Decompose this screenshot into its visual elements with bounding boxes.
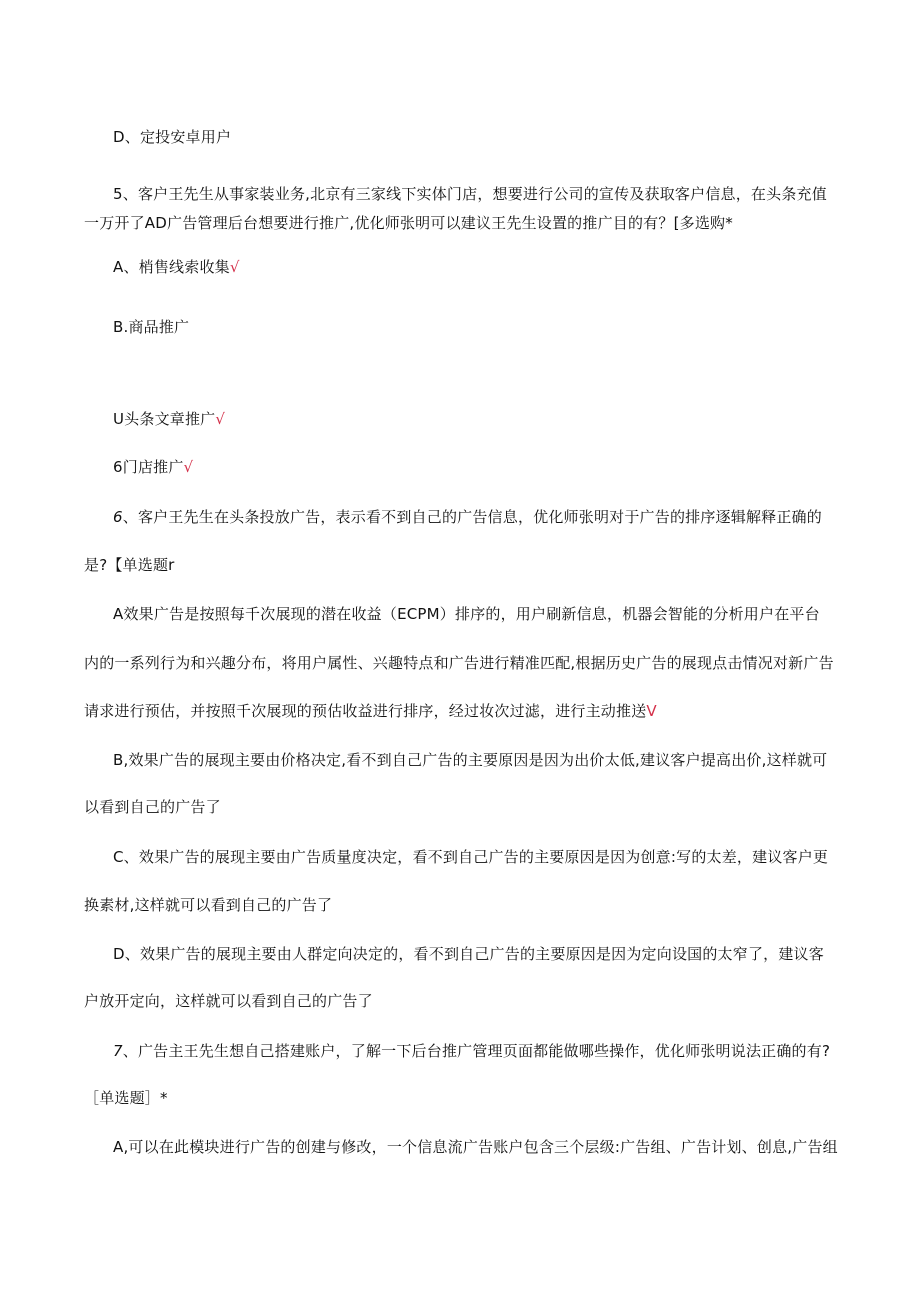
option-b-line-1: B,效果广告的展现主要由价格决定,看不到自己广告的主要原因是因为出价太低,建议客户提高出价,这样就可 (113, 751, 828, 769)
check-mark: √ (229, 258, 240, 276)
question-number: 6 (113, 508, 123, 526)
option-b-line-2: 以看到自己的广告了 (84, 798, 221, 816)
check-mark: √ (215, 410, 226, 428)
question-5-line-2: 一万开了AD广告管理后台想要进行推广,优化师张明可以建议王先生设置的推广目的有？[多选购* (84, 214, 733, 232)
option-a-line-2: 内的一系列行为和兴趣分布，将用户属性、兴趣特点和广告进行精准匹配,根据历史广告的展现点击情况对新广告 (84, 654, 834, 672)
question-5-line-1: 5、客户王先生从事家装业务,北京有三家线下实体门店，想要进行公司的宣传及获取客户信息，在头条充值 (113, 185, 827, 203)
option-c-line-1: C、效果广告的展现主要由广告质量度决定，看不到自己广告的主要原因是因为创意:写的太差，建议客户更 (113, 848, 829, 866)
option-a-line-q7: A,可以在此模块进行广告的创建与修改，一个信息流广告账户包含三个层级:广告组、广告计划、创息,广告组 (113, 1138, 838, 1156)
option-c-line-2: 换素材,这样就可以看到自己的广告了 (84, 896, 333, 914)
option-d-line-2: 户放开定向，这样就可以看到自己的广告了 (84, 992, 373, 1010)
question-7-line-1: 7、广告主王先生想自己搭建账户，了解一下后台推广管理页面都能做哪些操作，优化师张明说法正确的有? (113, 1042, 831, 1060)
option-a-line-3: 请求进行预估，并按照千次展现的预估收益进行排序，经过妆次过滤，进行主动推送V (84, 702, 657, 720)
question-number: 7 (113, 1042, 123, 1060)
check-mark: V (646, 702, 657, 720)
check-mark: √ (183, 458, 194, 476)
option-b-line: B.商品推广 (113, 318, 190, 336)
option-a-line: A、梢售线索收集√ (113, 258, 240, 276)
question-6-line-1: 6、客户王先生在头条投放广告，表示看不到自己的广告信息，优化师张明对于广告的排序逐辑解释正确的 (113, 508, 822, 526)
question-6-line-2: 是?【单选题r (84, 556, 175, 574)
option-c-line: U头条文章推广√ (113, 410, 226, 428)
option-d-store-line: 6门店推广√ (113, 458, 194, 476)
option-a-line-1: A效果广告是按照每千次展现的潜在收益（ECPM）排序的，用户刷新信息，机器会智能的分析用户在平台 (113, 605, 820, 623)
option-d-line: D、定投安卓用户 (113, 128, 232, 146)
question-7-line-2: ［单选题］* (84, 1089, 168, 1107)
option-d-line-1: D、效果广告的展现主要由人群定向决定的，看不到自己广告的主要原因是因为定向设国的太窄了，建议客 (113, 945, 824, 963)
